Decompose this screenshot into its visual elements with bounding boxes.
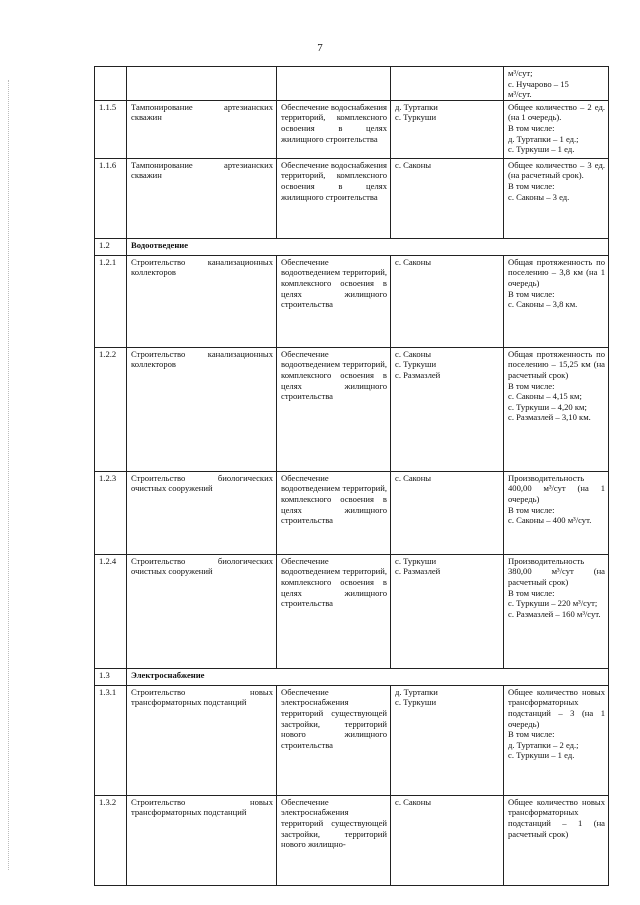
- item-number: 1.1.5: [95, 100, 127, 158]
- item-number: 1.2.3: [95, 471, 127, 554]
- table-row: [95, 685, 609, 795]
- item-parameters: [504, 158, 609, 238]
- location-entry: с. Туркуши: [395, 359, 437, 370]
- parameter-line: с. Туркуши – 220 м³/сут;: [508, 598, 598, 609]
- item-purpose: Обеспечение электроснабжения территорий существующей застройки, территорий нового жилищно-: [277, 795, 391, 885]
- parameter-line: В том числе:: [508, 122, 555, 133]
- item-number: 1.1.6: [95, 158, 127, 238]
- table-row: [95, 795, 609, 885]
- item-parameters: [504, 471, 609, 554]
- parameter-line: Производительность: [508, 555, 585, 566]
- parameter-line: д. Туртапки – 2 ед.;: [508, 739, 579, 750]
- item-purpose: Обеспечение водоотведением территорий, комплексного освоения в целях жилищного строительства: [277, 471, 391, 554]
- item-name: [127, 67, 277, 101]
- parameter-line: В том числе:: [508, 380, 555, 391]
- parameter-line: Общее количество – 3 ед. (на расчетный срок).: [508, 159, 605, 181]
- item-purpose: Обеспечение электроснабжения территорий существующей застройки, территорий нового жилищного строительства: [277, 685, 391, 795]
- item-parameters: [504, 100, 609, 158]
- location-entry: с. Саконы: [395, 472, 432, 483]
- parameter-line: Общее количество новых трансформаторных подстанций – 1 (на расчетный срок): [508, 796, 605, 839]
- parameter-line: В том числе:: [508, 504, 555, 515]
- table-row: [95, 255, 609, 347]
- location-entry: с. Туркуши: [395, 112, 437, 123]
- item-location: [391, 100, 504, 158]
- section-number: 1.2: [95, 238, 127, 255]
- parameter-line: м³/сут;: [508, 68, 533, 78]
- item-name: Строительство канализационных коллекторов: [127, 255, 277, 347]
- item-location: [391, 795, 504, 885]
- parameter-line: с. Туркуши – 1 ед.: [508, 750, 575, 761]
- parameter-line: с. Нучарово – 15: [508, 78, 569, 89]
- location-entry: с. Туркуши: [395, 697, 437, 708]
- parameter-line: с. Саконы – 3,8 км.: [508, 299, 578, 310]
- scan-margin-line: [8, 80, 10, 870]
- parameter-line: с. Саконы – 4,15 км;: [508, 391, 582, 402]
- item-name: Строительство канализационных коллекторов: [127, 347, 277, 471]
- parameter-line: м³/сут.: [508, 89, 532, 100]
- parameter-line: В том числе:: [508, 587, 555, 598]
- parameter-line: 380,00 м³/сут (на расчетный срок): [508, 566, 605, 587]
- item-location: [391, 67, 504, 101]
- item-location: [391, 158, 504, 238]
- parameter-line: Общее количество – 2 ед. (на 1 очередь).: [508, 101, 605, 123]
- item-location: [391, 685, 504, 795]
- parameter-line: с. Размазлей – 160 м³/сут.: [508, 608, 601, 619]
- item-purpose: Обеспечение водоотведением территорий, комплексного освоения в целях жилищного строительства: [277, 554, 391, 668]
- location-entry: д. Туртапки: [395, 686, 438, 697]
- table-row: [95, 554, 609, 668]
- parameter-line: Общая протяженность по поселению – 15,25 км (на расчетный срок): [508, 348, 605, 380]
- parameter-line: В том числе:: [508, 180, 555, 191]
- item-location: [391, 471, 504, 554]
- item-parameters: [504, 67, 609, 101]
- location-entry: с. Саконы: [395, 256, 432, 267]
- item-parameters: [504, 685, 609, 795]
- section-row: [95, 668, 609, 685]
- parameter-line: с. Туркуши – 1 ед.: [508, 144, 575, 155]
- section-number: 1.3: [95, 668, 127, 685]
- item-purpose: Обеспечение водоотведением территорий, комплексного освоения в целях жилищного строительства: [277, 347, 391, 471]
- parameter-line: с. Туркуши – 4,20 км;: [508, 401, 587, 412]
- item-number: 1.3.1: [95, 685, 127, 795]
- item-number: 1.2.4: [95, 554, 127, 668]
- item-number: 1.3.2: [95, 795, 127, 885]
- location-entry: с. Размазлей: [395, 566, 441, 577]
- location-entry: с. Размазлей: [395, 369, 441, 380]
- parameter-line: Общее количество новых трансформаторных подстанций – 3 (на 1 очередь): [508, 686, 605, 729]
- parameter-line: В том числе:: [508, 729, 555, 740]
- location-entry: с. Туркуши: [395, 555, 437, 566]
- item-name: Строительство биологических очистных сооружений: [127, 554, 277, 668]
- item-name: Тампонирование артезианских скважин: [127, 158, 277, 238]
- table-row: [95, 347, 609, 471]
- section-title: Водоотведение: [127, 238, 609, 255]
- item-name: Тампонирование артезианских скважин: [127, 100, 277, 158]
- item-parameters: [504, 554, 609, 668]
- item-location: [391, 347, 504, 471]
- item-name: Строительство биологических очистных сооружений: [127, 471, 277, 554]
- section-title: Электроснабжение: [127, 668, 609, 685]
- item-parameters: [504, 795, 609, 885]
- infrastructure-table: [94, 66, 609, 886]
- section-row: [95, 238, 609, 255]
- parameter-line: д. Туртапки – 1 ед.;: [508, 133, 579, 144]
- item-parameters: [504, 255, 609, 347]
- location-entry: с. Саконы: [395, 159, 432, 170]
- parameter-line: Общая протяженность по поселению – 3,8 км (на 1 очередь): [508, 256, 605, 288]
- item-number: [95, 67, 127, 101]
- page-number: 7: [317, 42, 323, 54]
- item-number: 1.2.1: [95, 255, 127, 347]
- item-name: Строительство новых трансформаторных подстанций: [127, 685, 277, 795]
- item-parameters: [504, 347, 609, 471]
- item-purpose: Обеспечение водоснабжения территорий, комплексного освоения в целях жилищного строительства: [277, 158, 391, 238]
- parameter-line: с. Размазлей – 3,10 км.: [508, 412, 591, 423]
- location-entry: д. Туртапки: [395, 101, 438, 112]
- parameter-line: с. Саконы – 3 ед.: [508, 191, 570, 202]
- location-entry: с. Саконы: [395, 796, 432, 807]
- item-location: [391, 255, 504, 347]
- item-purpose: [277, 67, 391, 101]
- parameter-line: Производительность: [508, 472, 585, 483]
- location-entry: с. Саконы: [395, 348, 432, 359]
- item-name: Строительство новых трансформаторных подстанций: [127, 795, 277, 885]
- parameter-line: 400,00 м³/сут (на 1 очередь): [508, 483, 605, 504]
- item-purpose: Обеспечение водоотведением территорий, комплексного освоения в целях жилищного строительства: [277, 255, 391, 347]
- item-location: [391, 554, 504, 668]
- table-row: [95, 100, 609, 158]
- table-row: [95, 67, 609, 101]
- table-row: [95, 471, 609, 554]
- item-number: 1.2.2: [95, 347, 127, 471]
- parameter-line: В том числе:: [508, 288, 555, 299]
- item-purpose: Обеспечение водоснабжения территорий, комплексного освоения в целях жилищного строительства: [277, 100, 391, 158]
- table-row: [95, 158, 609, 238]
- parameter-line: с. Саконы – 400 м³/сут.: [508, 515, 592, 526]
